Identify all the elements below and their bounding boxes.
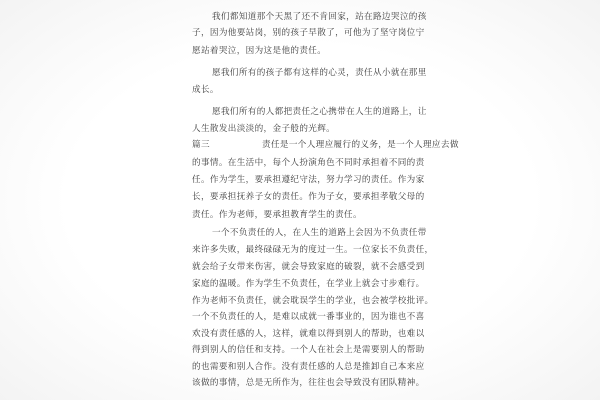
text-line: 欢没有责任感的人，这样，就难以得到别人的帮助，也难以	[192, 328, 425, 339]
text-line: 一个不负责任的人，在人生的道路上会因为不负责任带	[212, 227, 427, 238]
text-line: 来许多失败，最终碌碌无为的度过一生。一位家长不负责任，	[192, 245, 434, 256]
text-line: 任。作为学生，要承担遵纪守法，努力学习的责任。作为家	[192, 175, 425, 185]
section-heading: 篇三	[192, 140, 210, 151]
text-line: 责任是一个人理应履行的义务，是一个人理应去做	[262, 140, 459, 151]
text-line: 一个不负责任的人，是难以成就一番事业的，因为谁也不喜	[192, 312, 425, 323]
text-line: 责任。作为老师，要承担教育学生的责任。	[192, 209, 362, 220]
text-line: 长，要承担抚养子女的责任。作为子女，要承担孝敬父母的	[192, 192, 425, 203]
text-line: 的也需要和别人合作。没有责任感的人总是推卸自己本来应	[192, 361, 425, 372]
text-line: 的事情。在生活中，每个人扮演角色不同时承担着不同的责	[192, 157, 425, 168]
text-line: 愿我们所有的人都把责任之心携带在人生的道路上，让	[212, 106, 427, 117]
text-line: 该做的事情，总是无所作为，往往也会导致没有团队精神。	[192, 378, 425, 388]
text-line: 子，因为他要站岗，别的孩子早散了，可他为了坚守岗位宁	[192, 28, 425, 39]
text-line: 作为老师不负责任，就会耽误学生的学业，也会被学校批评。	[192, 296, 434, 307]
text-line: 我们都知道那个天黑了还不肯回家，站在路边哭泣的孩	[212, 12, 427, 22]
text-line: 人生散发出淡淡的，金子般的光辉。	[192, 124, 336, 134]
text-line: 得到别人的信任和支持。一个人在社会上是需要别人的帮助	[192, 345, 425, 356]
text-line: 愿我们所有的孩子都有这样的心灵，责任从小就在那里	[212, 67, 427, 78]
text-line: 就会给子女带来伤害，就会导致家庭的破裂，就不会感受到	[192, 262, 425, 273]
text-line: 成长。	[192, 84, 219, 95]
text-line: 家庭的温暖。作为学生不负责任，在学业上就会寸步难行。	[192, 278, 425, 289]
text-line: 愿站着哭泣，因为这是他的责任。	[192, 45, 327, 56]
